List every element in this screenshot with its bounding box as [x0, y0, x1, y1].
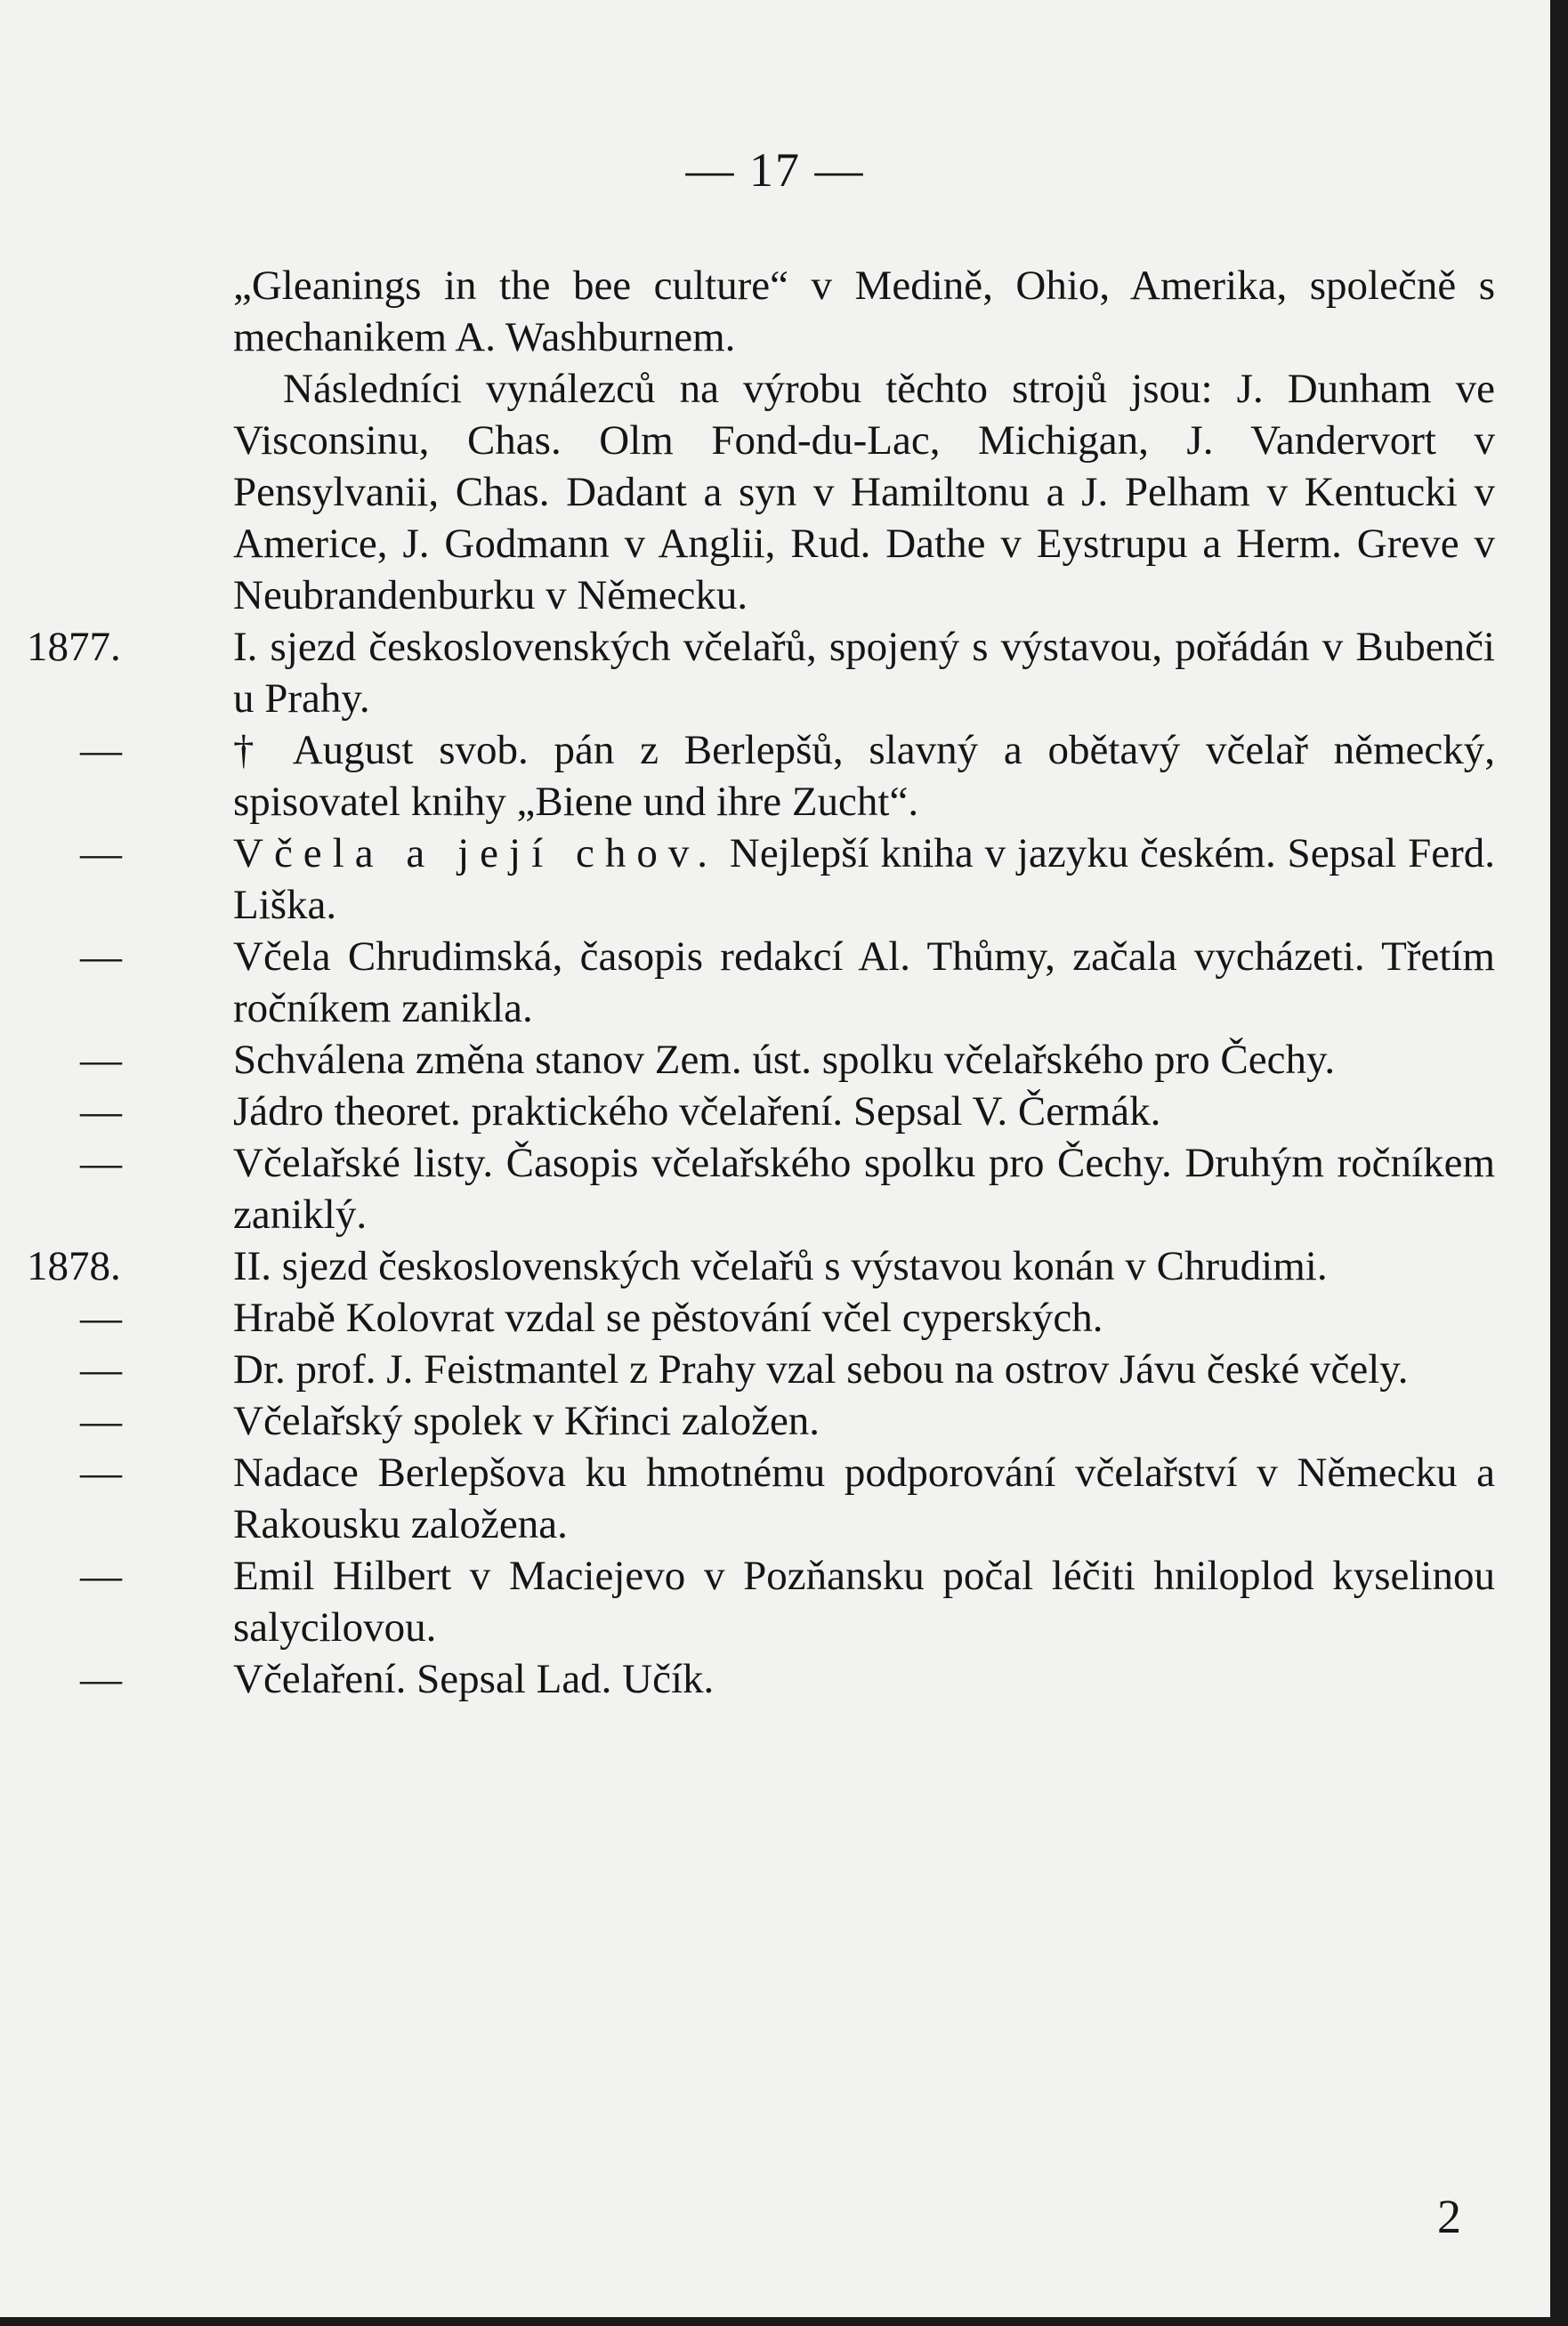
- paragraph: „Gleanings in the bee culture“ v Medině, Ohio, Amerika, společně s mechanikem A. Washburnem.: [233, 262, 1495, 360]
- chronology-entry: [80, 1034, 1495, 1086]
- entry-dash: —: [80, 830, 122, 876]
- entry-text: I. sjezd československých včelařů, spojený s výstavou, pořádán v Bubenči u Prahy.: [233, 624, 1495, 722]
- paragraph: Následníci vynálezců na výrobu těchto strojů jsou: J. Dunham ve Visconsinu, Chas. Olm Fond-du-Lac, Michigan, J. Vandervort v Pensylvanii, Chas. Dadant a syn v Hamiltonu a J. Pelham v Kentucki v Americe, J. Godmann v Anglii, Rud. Dathe v Eystrupu a Herm. Greve v Neubrandenburku v Německu.: [233, 366, 1495, 618]
- entry-text: Schválena změna stanov Zem. úst. spolku včelařského pro Čechy.: [233, 1037, 1336, 1083]
- entry-text: Včelařské listy. Časopis včelařského spolku pro Čechy. Druhým ročníkem zaniklý.: [233, 1140, 1495, 1238]
- chronology-entry: [80, 1653, 1495, 1705]
- entry-year: 1877.: [27, 624, 121, 670]
- entry-dash: —: [80, 1295, 122, 1341]
- chronology-entry: [80, 828, 1495, 931]
- chronology-entry: [80, 931, 1495, 1034]
- page-number: — 17 —: [685, 143, 865, 197]
- chronology-entry: [80, 1086, 1495, 1137]
- chronology-entry: [27, 621, 1495, 724]
- chronology-entry: [27, 1240, 1495, 1292]
- entry-text: Včelařský spolek v Křinci založen.: [233, 1398, 820, 1444]
- entry-text: Jádro theoret. praktického včelaření. Sepsal V. Čermák.: [233, 1088, 1161, 1135]
- entry-dash: —: [80, 1398, 122, 1444]
- chronology-entry: [80, 1344, 1495, 1395]
- entry-dash: —: [80, 1140, 122, 1186]
- chronology-entry: [80, 1137, 1495, 1240]
- entry-dash: —: [80, 1346, 122, 1393]
- entry-dash: —: [80, 1037, 122, 1083]
- entry-year: 1878.: [27, 1243, 121, 1289]
- entry-text: Emil Hilbert v Maciejevo v Pozňansku počal léčiti hniloplod kyselinou salycilovou.: [233, 1553, 1495, 1651]
- entry-dash: —: [80, 727, 122, 773]
- entry-text: Nejlepší kniha v jazyku českém. Sepsal Ferd. Liška.: [233, 830, 1495, 928]
- page-text: [27, 260, 1495, 1705]
- entry-text: † August svob. pán z Berlepšů, slavný a obětavý včelař německý, spisovatel knihy „Biene und ihre Zucht“.: [233, 727, 1495, 825]
- entry-dash: —: [80, 1450, 122, 1496]
- entry-dash: —: [80, 1553, 122, 1599]
- entry-dash: —: [80, 933, 122, 980]
- chronology-entry: [80, 1447, 1495, 1550]
- chronology-entry: [80, 1550, 1495, 1653]
- entry-text: Nadace Berlepšova ku hmotnému podporování včelařství v Německu a Rakousku založena.: [233, 1450, 1495, 1547]
- entry-dash: —: [80, 1088, 122, 1135]
- book-title-spaced: Včela a její chov.: [233, 830, 719, 876]
- chronology-entry: [80, 1395, 1495, 1447]
- entry-text: Dr. prof. J. Feistmantel z Prahy vzal sebou na ostrov Jávu české včely.: [233, 1346, 1409, 1393]
- entry-text: Včela Chrudimská, časopis redakcí Al. Thůmy, začala vycházeti. Třetím ročníkem zanikla.: [233, 933, 1495, 1031]
- chronology-entry: [80, 724, 1495, 828]
- entry-text: Hrabě Kolovrat vzdal se pěstování včel cyperských.: [233, 1295, 1103, 1341]
- chronology-entry: [80, 1292, 1495, 1344]
- entry-text: II. sjezd československých včelařů s výstavou konán v Chrudimi.: [233, 1243, 1328, 1289]
- entry-text: Včelaření. Sepsal Lad. Učík.: [233, 1656, 715, 1702]
- entry-dash: —: [80, 1656, 122, 1702]
- signature-mark: 2: [1437, 2190, 1461, 2243]
